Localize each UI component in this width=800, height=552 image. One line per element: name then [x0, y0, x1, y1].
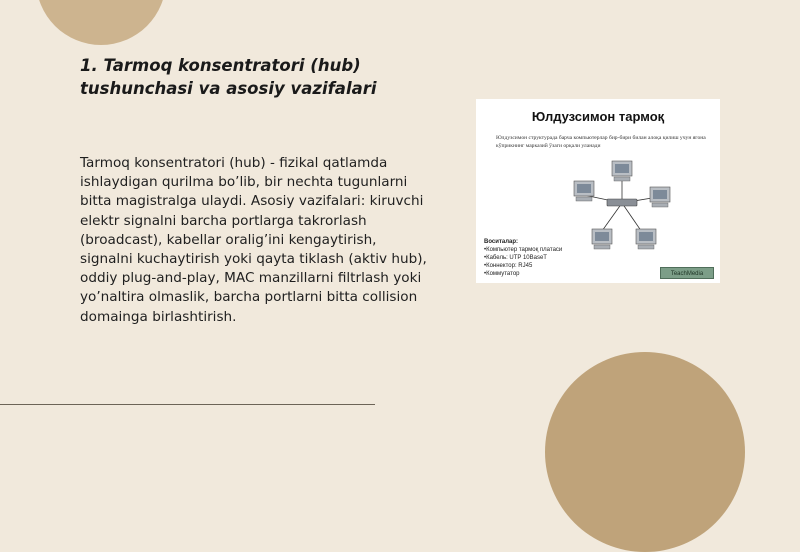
- legend-item: •Кабель: UTP 10BaseT: [484, 255, 547, 261]
- image-caption: Юлдузсимон структурада барча компьютерлар бир-бири билан алоқа қилиш учун ягона кўприкнинг марказий ўзаги орқали уланади: [496, 135, 706, 149]
- computer-icon-bottom-left: [592, 229, 612, 249]
- computer-icon-right: [650, 187, 670, 207]
- legend-heading: Воситалар:: [484, 239, 519, 245]
- network-cables: [584, 179, 658, 235]
- image-title: Юлдузсимон тармоқ: [531, 109, 665, 124]
- computer-icon-top: [612, 161, 632, 181]
- slide-title: 1. Tarmoq konsentratori (hub) tushunchasi va asosiy vazifalari: [80, 56, 377, 98]
- image-legend: [484, 238, 562, 278]
- star-network-image: [476, 99, 720, 283]
- legend-item: •Коммутатор: [484, 271, 520, 277]
- computer-icon-bottom-right: [636, 229, 656, 249]
- publisher-logo: TeachMedia: [660, 267, 714, 279]
- computer-icon-left: [574, 181, 594, 201]
- decorative-circle-top: [36, 0, 166, 45]
- legend-item: •Коннектор: RJ45: [484, 263, 533, 269]
- legend-item: •Компьютер тармоқ платаси: [484, 247, 563, 253]
- decorative-circle-bottom: [545, 352, 745, 552]
- hub-icon: [607, 199, 637, 206]
- cable-line: [602, 203, 622, 231]
- divider-line: [0, 404, 375, 405]
- slide-body-text: Tarmoq konsentratori (hub) - fizikal qatlamda ishlaydigan qurilma bo’lib, bir nechta tugunlarni bitta magistralga ulaydi. Asosiy vazifalari: kiruvchi elektr signalni barcha portlarga takrorlash (broadcast), kabellar oralig’ini kengaytirish, signalni kuchaytirish yoki qayta tiklash (aktiv hub), oddiy plug-and-play, MAC manzillarni filtrlash yoki yo’naltira olmaslik, barcha portlarni bitta collision domainga birlashtirish.: [80, 155, 427, 325]
